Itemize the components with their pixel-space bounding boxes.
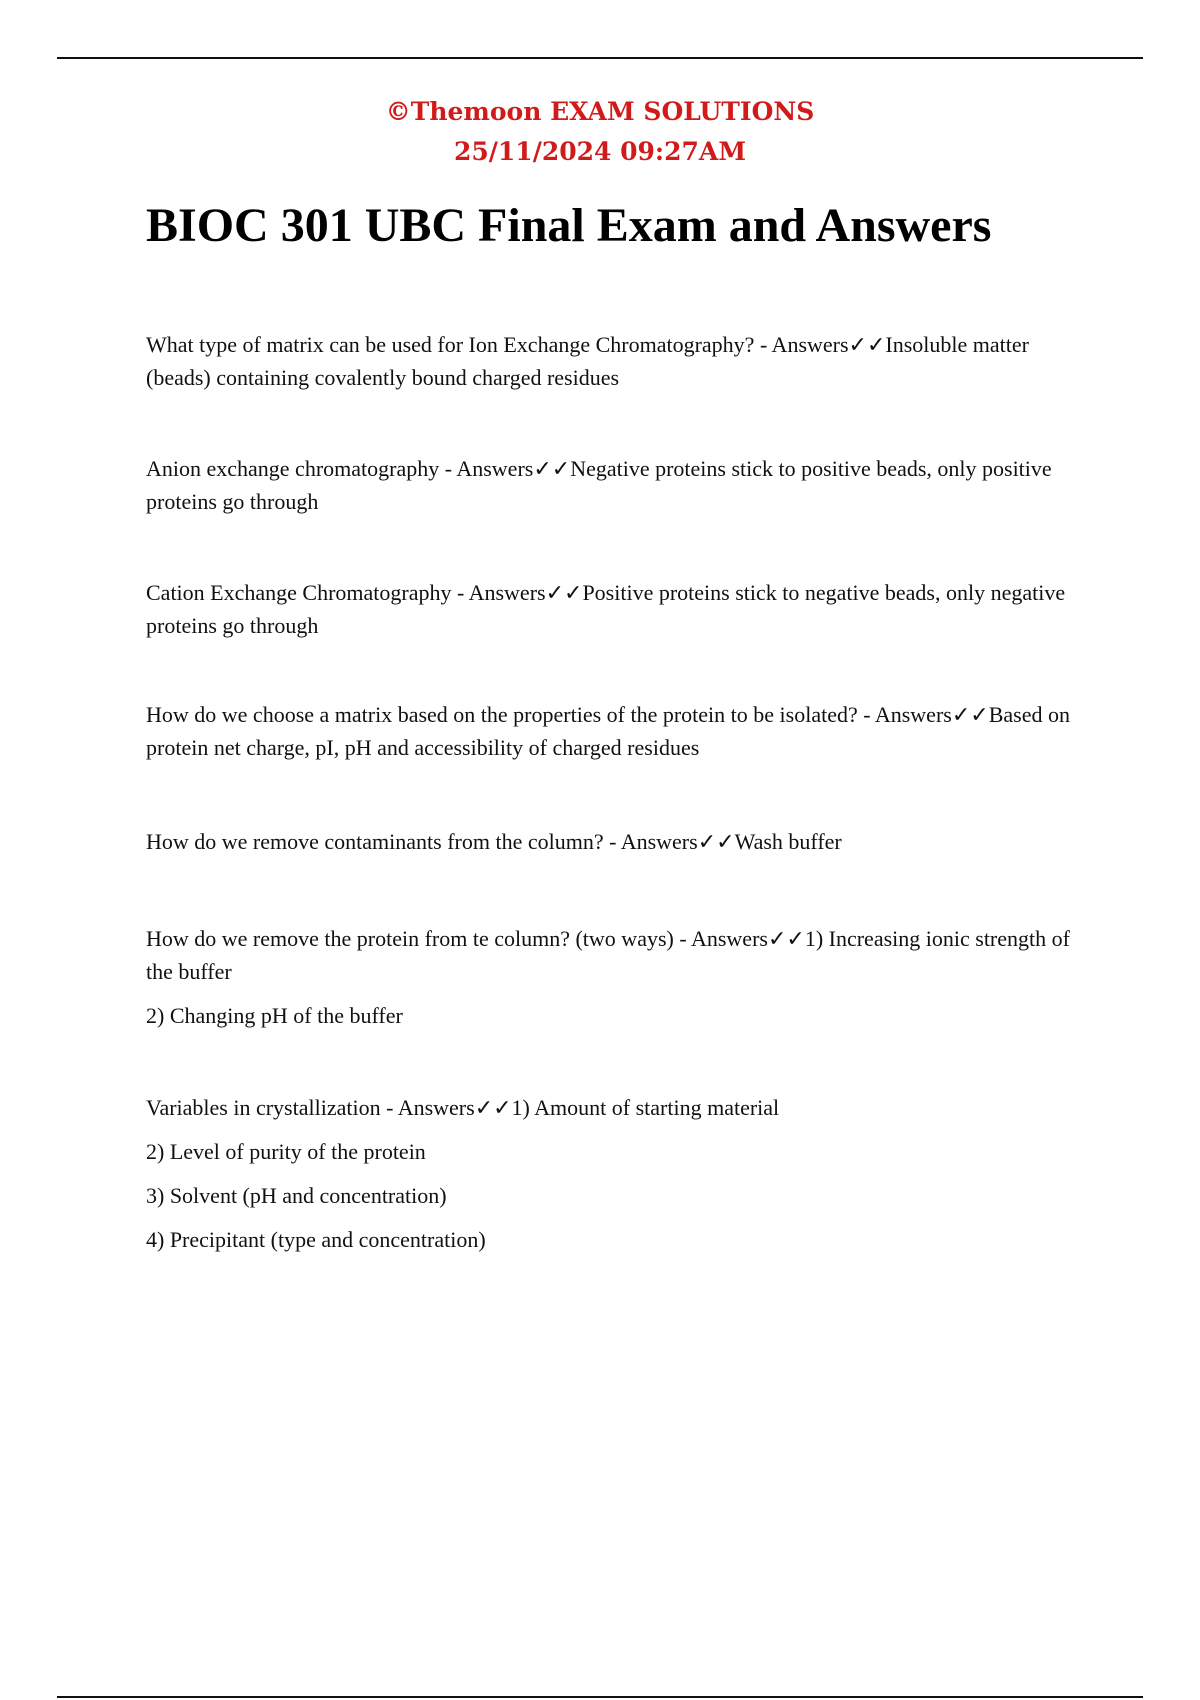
- qa-text: Cation Exchange Chromatography - Answers✓✓Positive proteins stick to negative beads, only negative proteins go through: [146, 580, 1066, 638]
- header-brand: ©Themoon EXAM SOLUTIONS: [385, 97, 815, 126]
- qa-item: [146, 576, 1076, 642]
- qa-text: Variables in crystallization - Answers✓✓1) Amount of starting material: [146, 1095, 780, 1120]
- qa-extra-line: 3) Solvent (pH and concentration): [146, 1183, 447, 1208]
- qa-text: What type of matrix can be used for Ion Exchange Chromatography? - Answers✓✓Insoluble matter (beads) containing covalently bound charged residues: [146, 332, 1029, 390]
- document-title: BIOC 301 UBC Final Exam and Answers: [146, 199, 992, 252]
- qa-text: How do we remove the protein from te column? (two ways) - Answers✓✓1) Increasing ionic strength of the buffer: [146, 926, 1070, 984]
- qa-text: Anion exchange chromatography - Answers✓✓Negative proteins stick to positive beads, only positive proteins go through: [146, 456, 1052, 514]
- qa-extra-line: 2) Level of purity of the protein: [146, 1139, 426, 1164]
- qa-text: How do we choose a matrix based on the properties of the protein to be isolated? - Answers✓✓Based on protein net charge, pI, pH and accessibility of charged residues: [146, 702, 1070, 760]
- qa-list: [146, 328, 1076, 1256]
- top-rule: [57, 57, 1143, 59]
- watermark-header: [0, 92, 1200, 172]
- qa-item: [146, 698, 1076, 764]
- qa-extra-line: 4) Precipitant (type and concentration): [146, 1227, 486, 1252]
- header-timestamp: 25/11/2024 09:27AM: [453, 137, 746, 166]
- qa-item: [146, 328, 1076, 394]
- qa-item: [146, 1091, 1076, 1256]
- bottom-rule: [57, 1696, 1143, 1698]
- qa-text: How do we remove contaminants from the column? - Answers✓✓Wash buffer: [146, 829, 842, 854]
- qa-item: [146, 452, 1076, 518]
- qa-item: [146, 922, 1076, 1032]
- qa-item: [146, 825, 1076, 858]
- qa-extra-line: 2) Changing pH of the buffer: [146, 1003, 403, 1028]
